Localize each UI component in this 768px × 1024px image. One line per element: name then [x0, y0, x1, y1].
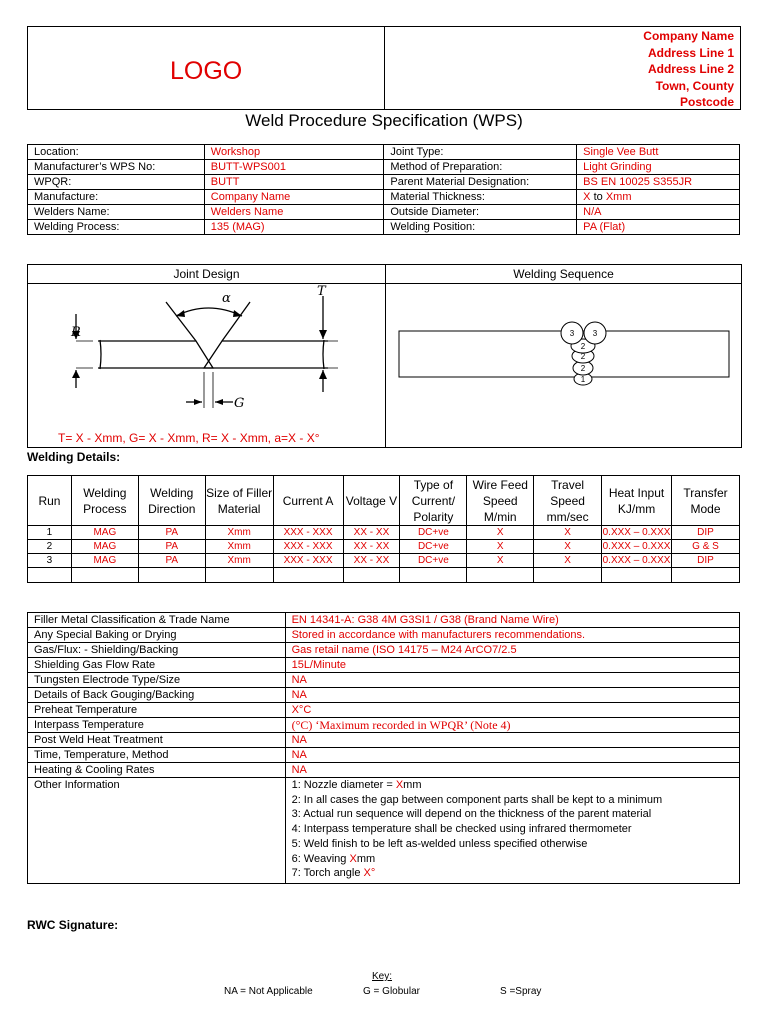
filler-row: [28, 613, 740, 628]
note-text: 1: Nozzle diameter =: [291, 779, 396, 791]
thickness-to: to: [590, 191, 606, 203]
info-label: Manufacturer’s WPS No:: [28, 160, 205, 175]
cell: X: [467, 554, 534, 568]
sequence-run-label: 3: [592, 329, 598, 338]
company-address: [643, 28, 734, 111]
filler-value: Gas retail name (ISO 14175 – M24 ArCO7/2.5: [285, 643, 739, 658]
note-value: X: [395, 779, 404, 791]
joint-design-box: [27, 264, 742, 448]
cell: MAG: [71, 540, 138, 554]
note-value: X: [349, 852, 357, 865]
cell: 0.XXX – 0.XXX: [602, 555, 671, 566]
cell: 0.XXX – 0.XXX: [602, 541, 671, 552]
col-header: Welding Direction: [138, 476, 205, 526]
cell: X: [534, 554, 602, 568]
col-header: Current A: [273, 476, 343, 526]
note-text: mm: [403, 779, 422, 791]
filler-row: [28, 748, 740, 763]
info-value: PA (Flat): [577, 220, 740, 235]
other-information-notes: [285, 778, 739, 884]
filler-label: Time, Temperature, Method: [28, 748, 286, 763]
cell: DIP: [672, 554, 740, 568]
sequence-run-label: 2: [580, 342, 586, 351]
logo-placeholder: LOGO: [170, 57, 243, 85]
address-line-2: Address Line 2: [647, 62, 734, 76]
filler-value: Stored in accordance with manufacturers recommendations.: [285, 628, 739, 643]
run-number: 3: [28, 554, 72, 568]
cell: [273, 568, 343, 583]
cell: DC+ve: [400, 540, 467, 554]
filler-metal-table: [27, 612, 740, 884]
info-value: 135 (MAG): [204, 220, 384, 235]
filler-value: NA: [285, 673, 739, 688]
table-row-empty: [28, 568, 740, 583]
joint-design-drawing: [28, 284, 385, 432]
cell: [467, 568, 534, 583]
filler-row: [28, 643, 740, 658]
info-value: N/A: [577, 205, 740, 220]
address-town: Town, County: [655, 78, 734, 93]
filler-row: [28, 733, 740, 748]
note-text: mm: [356, 852, 376, 865]
header-box: [27, 26, 741, 110]
col-header: Size of Filler Material: [205, 476, 273, 526]
key-title: Key:: [372, 971, 393, 982]
info-row: [28, 175, 740, 190]
cell: 0.XXX – 0.XXX: [602, 527, 671, 538]
cell: [400, 568, 467, 583]
col-header: Wire Feed Speed M/min: [467, 476, 534, 526]
filler-value: NA: [285, 733, 739, 748]
info-row: [28, 190, 740, 205]
cell: [672, 568, 740, 583]
info-value: Single Vee Butt: [577, 145, 740, 160]
rwc-signature-label: RWC Signature:: [27, 918, 119, 932]
welding-details-table: [27, 475, 740, 583]
sequence-run-label: 2: [580, 364, 586, 373]
cell: X: [534, 540, 602, 554]
info-value: [577, 190, 740, 205]
col-header: Voltage V: [343, 476, 400, 526]
col-header: Welding Process: [71, 476, 138, 526]
cell: X: [534, 526, 602, 540]
info-value: BUTT-WPS001: [204, 160, 384, 175]
cell: PA: [138, 540, 205, 554]
info-label: Joint Type:: [384, 145, 577, 160]
other-information-row: [28, 778, 740, 884]
info-value: Welders Name: [204, 205, 384, 220]
thickness-max: Xmm: [605, 191, 632, 203]
info-row: [28, 145, 740, 160]
cell: XXX - XXX: [273, 554, 343, 568]
cell: Xmm: [205, 554, 273, 568]
cell: [28, 568, 72, 583]
cell: [343, 568, 400, 583]
filler-row: [28, 703, 740, 718]
filler-value: 15L/Minute: [285, 658, 739, 673]
filler-value: NA: [285, 688, 739, 703]
filler-row: [28, 628, 740, 643]
col-header: Type of Current/ Polarity: [400, 476, 467, 526]
key-spray: S =Spray: [500, 986, 542, 997]
address-line-1: Address Line 1: [647, 45, 734, 60]
table-row: [28, 540, 740, 554]
info-value: Company Name: [204, 190, 384, 205]
info-label: Method of Preparation:: [384, 160, 577, 175]
filler-label: Filler Metal Classification & Trade Name: [28, 613, 286, 628]
cell: DIP: [672, 526, 740, 540]
cell: Xmm: [205, 540, 273, 554]
wps-info-table: [27, 144, 740, 235]
info-row: [28, 205, 740, 220]
welding-details-label: Welding Details:: [27, 450, 121, 464]
sequence-run-label: 1: [580, 375, 586, 384]
col-header: Run: [28, 476, 72, 526]
info-value: Workshop: [204, 145, 384, 160]
filler-label: Heating & Cooling Rates: [28, 763, 286, 778]
filler-label: Details of Back Gouging/Backing: [28, 688, 286, 703]
filler-value: EN 14341-A: G38 4M G3SI1 / G38 (Brand Name Wire): [285, 613, 739, 628]
sequence-run-label: 2: [580, 352, 586, 361]
table-row: [28, 554, 740, 568]
cell: X: [467, 540, 534, 554]
sequence-run-label: 3: [569, 329, 575, 338]
cell: [205, 568, 273, 583]
col-header: Transfer Mode: [672, 476, 740, 526]
cell: [602, 568, 672, 583]
filler-row: [28, 658, 740, 673]
info-value: BUTT: [204, 175, 384, 190]
filler-value: X°C: [285, 703, 739, 718]
note-7: [292, 866, 739, 881]
note-2: 2: In all cases the gap between component parts shall be kept to a minimum: [291, 793, 663, 806]
note-6: [292, 852, 739, 867]
filler-label: Gas/Flux: - Shielding/Backing: [28, 643, 286, 658]
info-row: [28, 160, 740, 175]
cell: [534, 568, 602, 583]
info-label: Welding Position:: [384, 220, 577, 235]
note-text: 6: Weaving: [291, 852, 350, 865]
info-label: WPQR:: [28, 175, 205, 190]
info-label: Parent Material Designation:: [384, 175, 577, 190]
table-row: [28, 526, 740, 540]
welding-sequence-heading: Welding Sequence: [513, 267, 614, 281]
filler-label: Shielding Gas Flow Rate: [28, 658, 286, 673]
cell: X: [467, 526, 534, 540]
filler-label: Any Special Baking or Drying: [28, 628, 286, 643]
cell: PA: [138, 526, 205, 540]
info-label: Location:: [28, 145, 205, 160]
note-1: [292, 778, 739, 793]
info-value: Light Grinding: [577, 160, 740, 175]
cell: XXX - XXX: [273, 540, 343, 554]
welding-sequence-drawing: [386, 284, 741, 446]
note-value: X°: [363, 867, 376, 880]
info-label: Outside Diameter:: [384, 205, 577, 220]
header-divider: [384, 27, 385, 109]
note-4: 4: Interpass temperature shall be checked using infrared thermometer: [291, 823, 632, 836]
cell: XX - XX: [343, 554, 400, 568]
key-globular: G = Globular: [363, 986, 420, 997]
run-number: 2: [28, 540, 72, 554]
cell: MAG: [71, 526, 138, 540]
joint-dimensions-formula: T= X - Xmm, G= X - Xmm, R= X - Xmm, a=X - X°: [58, 431, 320, 445]
cell: XX - XX: [343, 540, 400, 554]
filler-label: Interpass Temperature: [28, 718, 286, 733]
filler-row: [28, 718, 740, 733]
cell: G & S: [672, 540, 740, 554]
cell: DC+ve: [400, 554, 467, 568]
cell: [71, 568, 138, 583]
note-5: 5: Weld finish to be left as-welded unless specified otherwise: [291, 837, 588, 850]
filler-label: Tungsten Electrode Type/Size: [28, 673, 286, 688]
col-header: Heat Input KJ/mm: [602, 476, 672, 526]
run-number: 1: [28, 526, 72, 540]
joint-design-heading: Joint Design: [173, 267, 240, 281]
filler-row: [28, 763, 740, 778]
cell: XXX - XXX: [273, 526, 343, 540]
info-value: BS EN 10025 S355JR: [577, 175, 740, 190]
filler-row: [28, 673, 740, 688]
note-text: 7: Torch angle: [291, 867, 364, 880]
cell: [138, 568, 205, 583]
key-na: NA = Not Applicable: [224, 986, 313, 997]
page-title: Weld Procedure Specification (WPS): [245, 111, 523, 130]
thickness-min: X: [583, 191, 591, 203]
t-label: T: [317, 284, 326, 299]
other-information-label: Other Information: [28, 778, 286, 884]
filler-value: (°C) ‘Maximum recorded in WPQR’ (Note 4): [285, 718, 739, 733]
welding-details-header-row: [28, 476, 740, 526]
filler-value: NA: [285, 763, 739, 778]
cell: DC+ve: [400, 526, 467, 540]
cell: MAG: [71, 554, 138, 568]
info-label: Welders Name:: [28, 205, 205, 220]
note-3: 3: Actual run sequence will depend on the thickness of the parent material: [291, 808, 652, 821]
address-postcode: Postcode: [679, 95, 734, 109]
info-label: Welding Process:: [28, 220, 205, 235]
filler-label: Preheat Temperature: [28, 703, 286, 718]
r-label: R: [71, 325, 81, 340]
cell: Xmm: [205, 526, 273, 540]
company-name: Company Name: [643, 29, 734, 43]
info-row: [28, 220, 740, 235]
col-header: Travel Speed mm/sec: [534, 476, 602, 526]
filler-row: [28, 688, 740, 703]
cell: XX - XX: [343, 526, 400, 540]
alpha-label: α: [222, 291, 231, 306]
filler-value: NA: [285, 748, 739, 763]
info-label: Material Thickness:: [384, 190, 577, 205]
g-label: G: [234, 396, 245, 411]
info-label: Manufacture:: [28, 190, 205, 205]
cell: PA: [138, 554, 205, 568]
filler-label: Post Weld Heat Treatment: [28, 733, 286, 748]
